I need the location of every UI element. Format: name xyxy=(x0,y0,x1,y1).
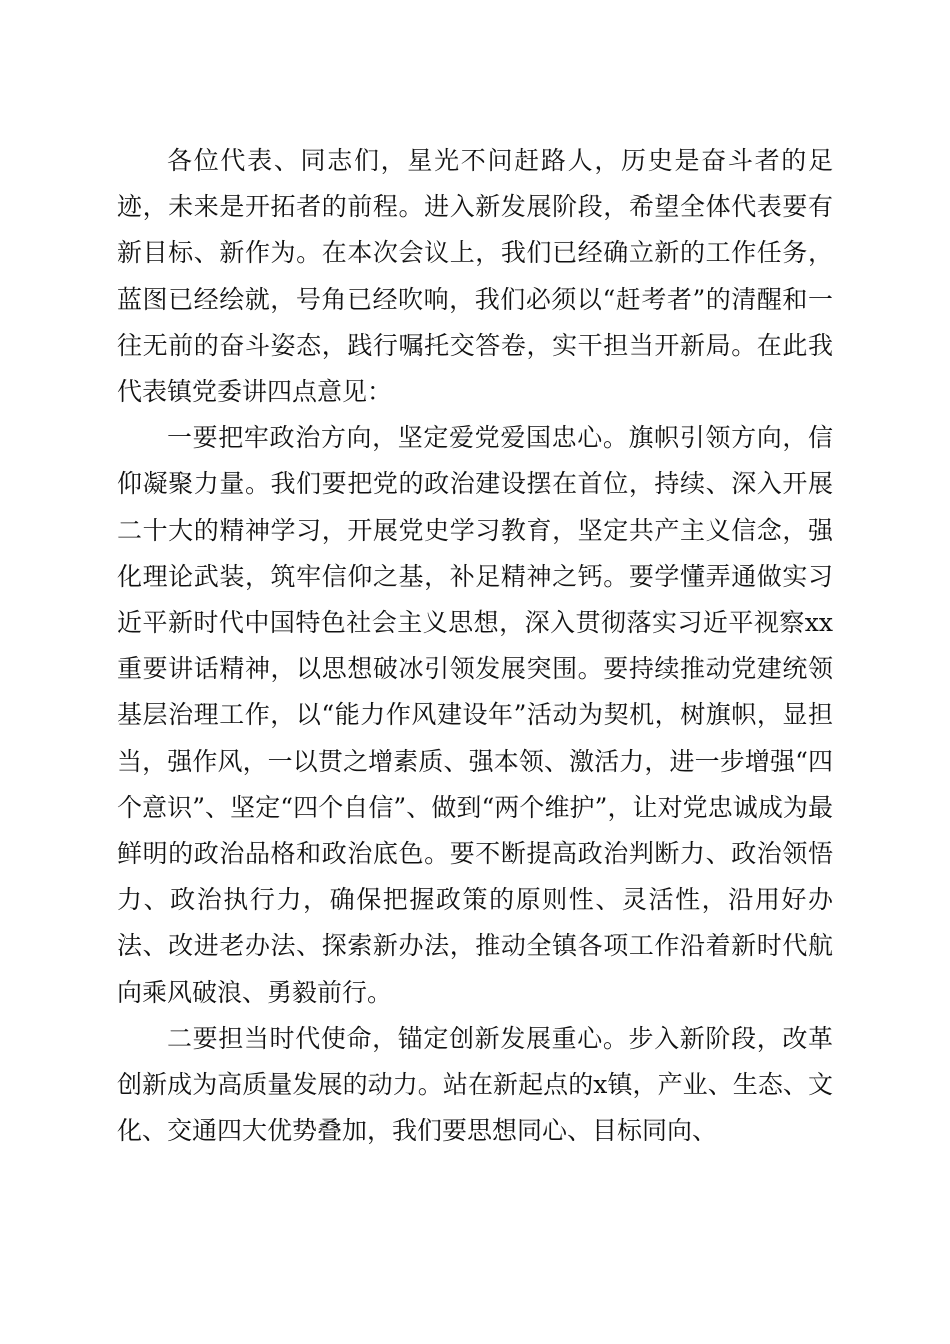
paragraph-point-two: 二要担当时代使命，锚定创新发展重心。步入新阶段，改革创新成为高质量发展的动力。站在新起点的x镇，产业、生态、文化、交通四大优势叠加，我们要思想同心、目标同向、 xyxy=(117,1023,833,1146)
document-body xyxy=(117,138,833,1154)
paragraph-opening: 各位代表、同志们，星光不问赶路人，历史是奋斗者的足迹，未来是开拓者的前程。进入新发展阶段，希望全体代表要有新目标、新作为。在本次会议上，我们已经确立新的工作任务，蓝图已经绘就，号角已经吹响，我们必须以“赶考者”的清醒和一往无前的奋斗姿态，践行嘱托交答卷，实干担当开新局。在此我代表镇党委讲四点意见： xyxy=(117,146,833,407)
paragraph-point-one: 一要把牢政治方向，坚定爱党爱国忠心。旗帜引领方向，信仰凝聚力量。我们要把党的政治建设摆在首位，持续、深入开展二十大的精神学习，开展党史学习教育，坚定共产主义信念，强化理论武装，筑牢信仰之基，补足精神之钙。要学懂弄通做实习近平新时代中国特色社会主义思想，深入贯彻落实习近平视察xx重要讲话精神，以思想破冰引领发展突围。要持续推动党建统领基层治理工作，以“能力作风建设年”活动为契机，树旗帜，显担当，强作风，一以贯之增素质、强本领、激活力，进一步增强“四个意识”、坚定“四个自信”、做到“两个维护”，让对党忠诚成为最鲜明的政治品格和政治底色。要不断提高政治判断力、政治领悟力、政治执行力，确保把握政策的原则性、灵活性，沿用好办法、改进老办法、探索新办法，推动全镇各项工作沿着新时代航向乘风破浪、勇毅前行。 xyxy=(117,423,833,1007)
